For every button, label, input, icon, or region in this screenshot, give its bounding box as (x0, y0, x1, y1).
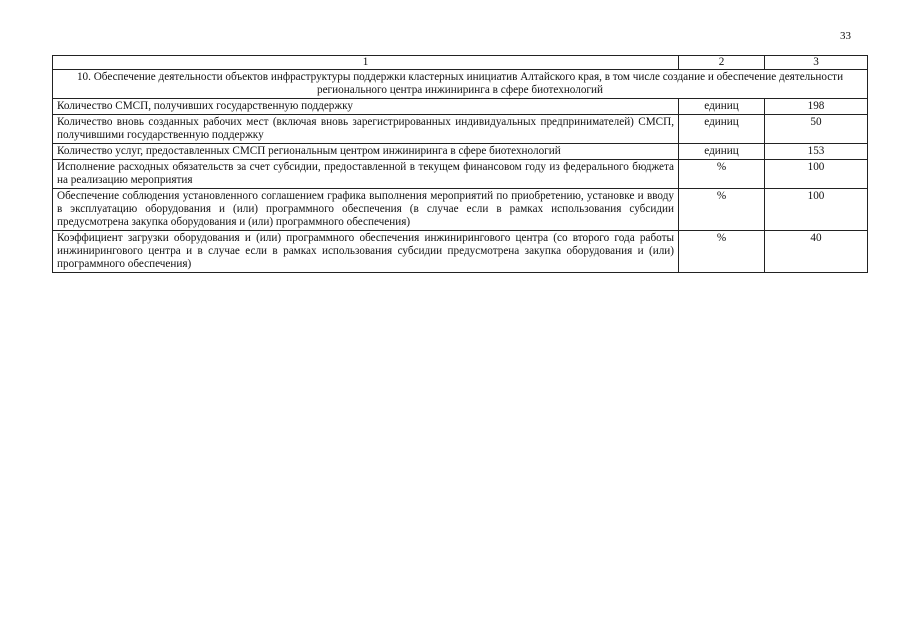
indicator-value: 100 (765, 160, 868, 189)
section-row (53, 70, 868, 99)
indicator-unit: единиц (679, 115, 765, 144)
indicator-name: Количество услуг, предоставленных СМСП региональным центром инжиниринга в сфере биотехнологий (53, 144, 679, 160)
page-number: 33 (840, 30, 851, 42)
indicator-name: Коэффициент загрузки оборудования и (или) программного обеспечения инжинирингового центра (со второго года работы инжинирингового центра и в случае если в рамках использования субсидии предусмотрена закупка оборудования и (или) программного обеспечения) (53, 231, 679, 273)
table-row (53, 99, 868, 115)
indicator-value: 153 (765, 144, 868, 160)
table-row (53, 231, 868, 273)
indicators-table (52, 55, 868, 273)
table-header-row (53, 56, 868, 70)
section-title: 10. Обеспечение деятельности объектов инфраструктуры поддержки кластерных инициатив Алтайского края, в том числе создание и обеспечение деятельности регионального центра инжиниринга в сфере биотехнологий (53, 70, 868, 99)
indicator-unit: % (679, 189, 765, 231)
indicator-unit: % (679, 160, 765, 189)
indicator-value: 198 (765, 99, 868, 115)
column-header-1: 1 (53, 56, 679, 70)
table-row (53, 160, 868, 189)
indicator-name: Исполнение расходных обязательств за счет субсидии, предоставленной в текущем финансовом году из федерального бюджета на реализацию мероприятия (53, 160, 679, 189)
column-header-3: 3 (765, 56, 868, 70)
indicator-value: 100 (765, 189, 868, 231)
indicator-name: Обеспечение соблюдения установленного соглашением графика выполнения мероприятий по приобретению, установке и вводу в эксплуатацию оборудования и (или) программного обеспечения (в случае если в рамках использования субсидии предусмотрена закупка оборудования и (или) программного обеспечения) (53, 189, 679, 231)
table-row (53, 189, 868, 231)
indicator-name: Количество вновь созданных рабочих мест (включая вновь зарегистрированных индивидуальных предпринимателей) СМСП, получившими государственную поддержку (53, 115, 679, 144)
indicator-value: 50 (765, 115, 868, 144)
indicator-value: 40 (765, 231, 868, 273)
table-row (53, 144, 868, 160)
table-row (53, 115, 868, 144)
indicator-name: Количество СМСП, получивших государственную поддержку (53, 99, 679, 115)
indicator-unit: единиц (679, 144, 765, 160)
column-header-2: 2 (679, 56, 765, 70)
indicator-unit: % (679, 231, 765, 273)
indicator-unit: единиц (679, 99, 765, 115)
